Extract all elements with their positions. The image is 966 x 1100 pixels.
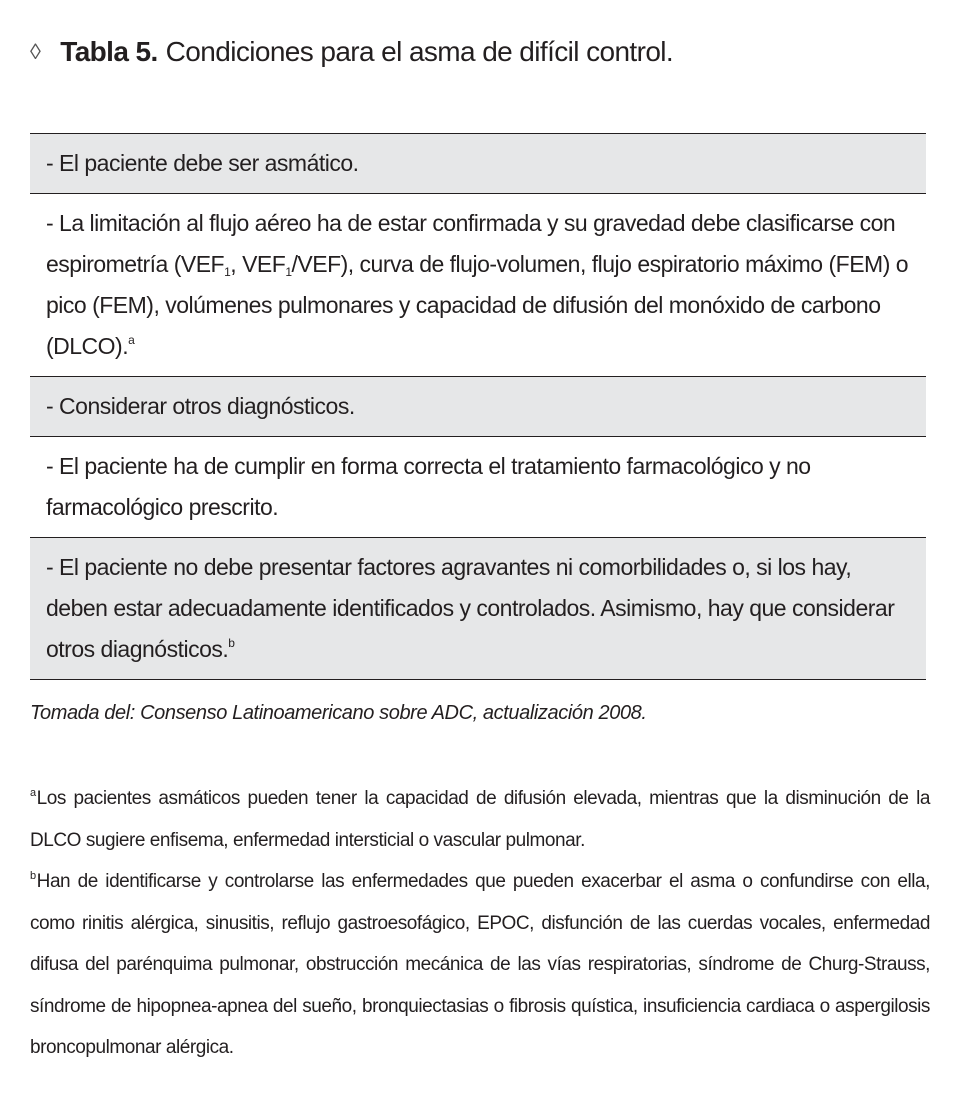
footnote-ref-b: b xyxy=(228,636,235,650)
diamond-marker-icon: ◊ xyxy=(30,39,41,64)
row-text: - El paciente debe ser asmático. xyxy=(46,150,359,176)
table-row xyxy=(30,437,926,538)
footnote-mark: a xyxy=(30,787,36,799)
row-text: - El paciente no debe presentar factores agravantes ni comorbilidades o, si los hay, deben estar adecuadamente identificados y controlados. Asimismo, hay que considerar otros diagnósticos. xyxy=(46,554,895,662)
footnote-ref-a: a xyxy=(128,333,135,347)
footnote-text: Los pacientes asmáticos pueden tener la capacidad de difusión elevada, mientras que la disminución de la DLCO sugiere enfisema, enfermedad intersticial o vascular pulmonar. xyxy=(30,788,930,851)
table-number-label: Tabla 5. xyxy=(60,36,158,67)
conditions-table xyxy=(30,133,926,680)
footnote-text: Han de identificarse y controlarse las enfermedades que pueden exacerbar el asma o confundirse con ella, como rinitis alérgica, sinusitis, reflujo gastroesofágico, EPOC, disfunción de las cuerdas vocales, enfermedad difusa del parénquima pulmonar, obstrucción mecánica de las vías respiratorias, síndrome de Churg-Strauss, síndrome de hipopnea-apnea del sueño, bronquiectasias o fibrosis quística, insuficiencia cardiaca o aspergilosis broncopulmonar alérgica. xyxy=(30,871,930,1058)
subscript: 1 xyxy=(285,265,292,279)
table-title xyxy=(30,36,673,68)
row-text-part: - La limitación al flujo aéreo ha de estar confirmada y su gravedad debe clasificarse con espirometría (VEF xyxy=(46,210,896,277)
row-text: - Considerar otros diagnósticos. xyxy=(46,393,355,419)
table-row xyxy=(30,134,926,194)
table-title-text: Condiciones para el asma de difícil control. xyxy=(165,36,674,67)
footnote-b xyxy=(30,861,930,1069)
table-source: Tomada del: Consenso Latinoamericano sobre ADC, actualización 2008. xyxy=(30,702,647,724)
row-text-part: , VEF xyxy=(230,251,286,277)
row-text: - El paciente ha de cumplir en forma correcta el tratamiento farmacológico y no farmacológico prescrito. xyxy=(46,453,811,520)
table-row xyxy=(30,194,926,377)
table-row xyxy=(30,377,926,437)
table-row xyxy=(30,538,926,680)
subscript: 1 xyxy=(224,265,231,279)
footnote-a xyxy=(30,778,930,861)
row-text-part: /VEF), curva de flujo-volumen, flujo espiratorio máximo (FEM) o pico (FEM), volúmenes pulmonares y capacidad de difusión del monóxido de carbono (DLCO). xyxy=(46,251,909,359)
footnotes xyxy=(30,778,930,1069)
footnote-mark: b xyxy=(30,870,36,882)
